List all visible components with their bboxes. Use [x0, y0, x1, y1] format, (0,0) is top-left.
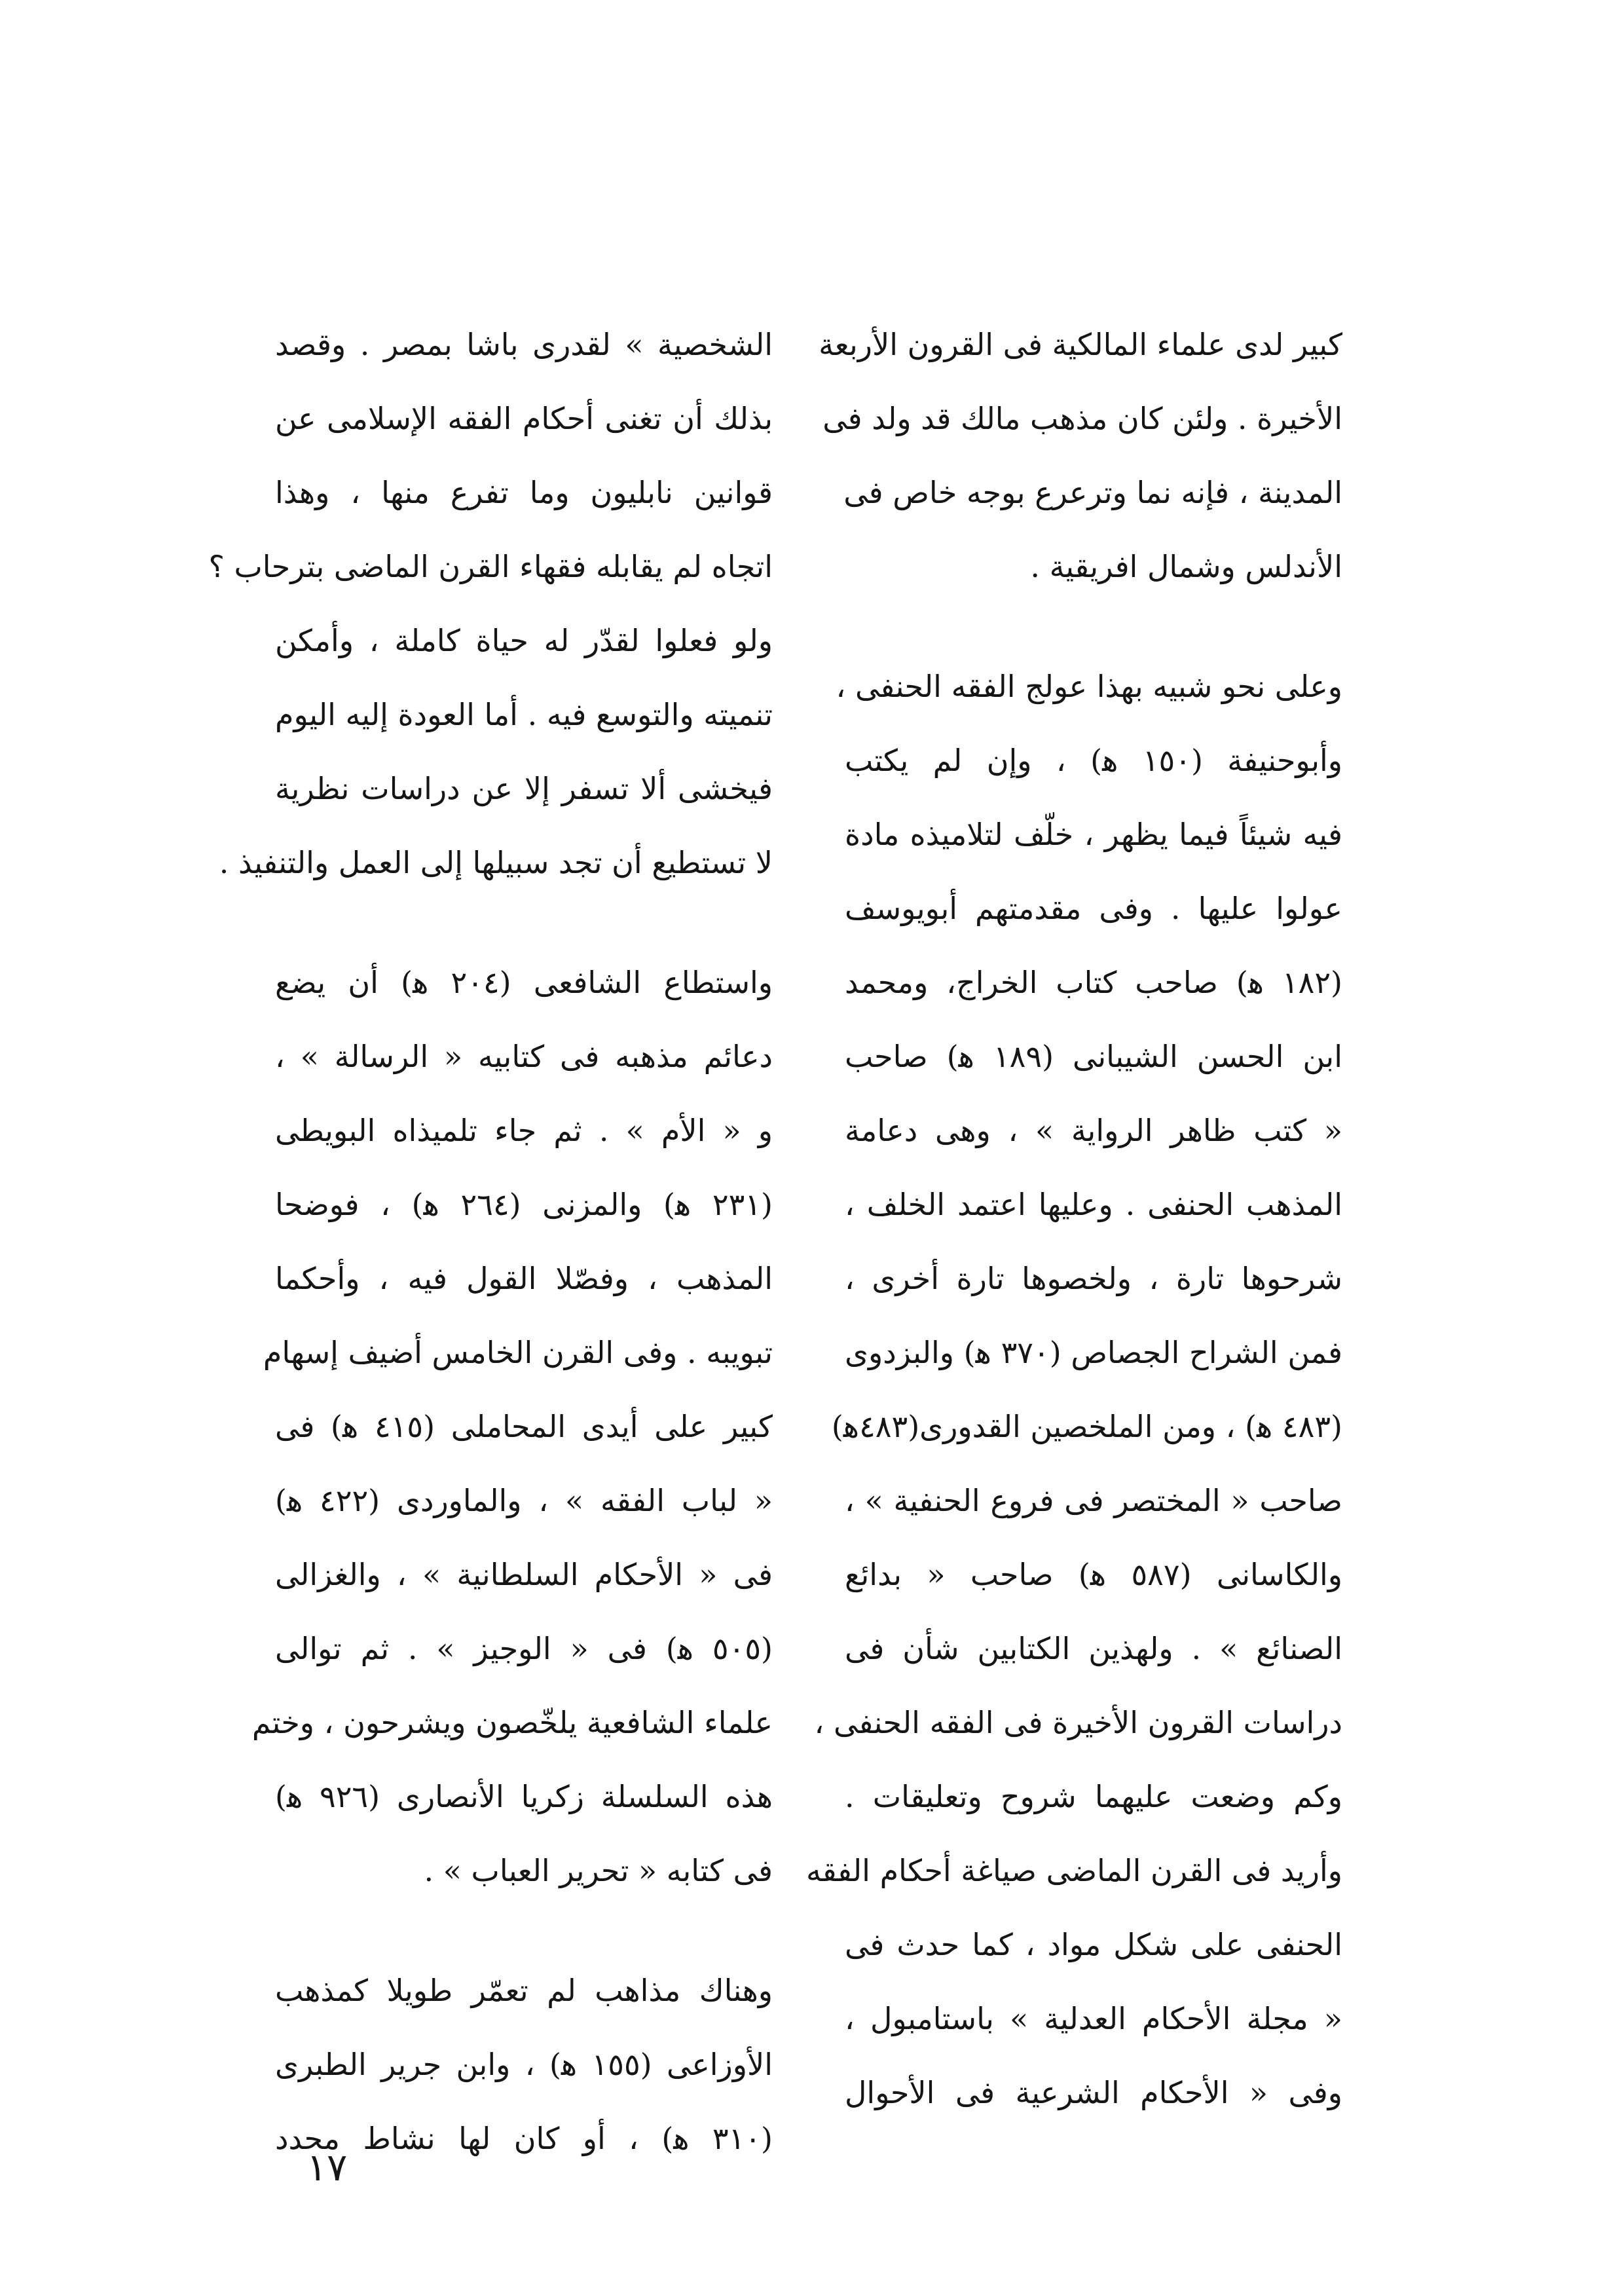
text-line: الحنفى على شكل مواد ، كما حدث فى [845, 1927, 1342, 1962]
text-line: (٢٣١ ﻫ) والمزنى (٢٦٤ ﻫ) ، فوضحا [275, 1187, 773, 1222]
text-line: الشخصية » لقدرى باشا بمصر . وقصد [275, 327, 773, 362]
text-line: الصنائع » . ولهذين الكتابين شأن فى [845, 1631, 1342, 1666]
left-column [208, 308, 773, 2176]
text-line: تبويبه . وفى القرن الخامس أضيف إسهام [263, 1335, 773, 1370]
text-line: « مجلة الأحكام العدلية » باستامبول ، [845, 2001, 1342, 2036]
text-line: الأخيرة . ولئن كان مذهب مالك قد ولد فى [822, 401, 1342, 436]
text-line: المدينة ، فإنه نما وترعرع بوجه خاص فى [843, 475, 1342, 510]
paragraph-hanafi [805, 650, 1343, 2130]
text-line: واستطاع الشافعى (٢٠٤ ﻫ) أن يضع [275, 965, 773, 1000]
text-line: فيخشى ألا تسفر إلا عن دراسات نظرية [275, 771, 773, 806]
paragraph-gap [845, 604, 1342, 650]
text-line: فمن الشراح الجصاص (٣٧٠ ﻫ) والبزدوى [845, 1335, 1342, 1370]
text-line: الأوزاعى (١٥٥ ﻫ) ، وابن جرير الطبرى [275, 2047, 773, 2082]
text-line: وأبوحنيفة (١٥٠ ﻫ) ، وإن لم يكتب [845, 743, 1342, 778]
text-line: لا تستطيع أن تجد سبيلها إلى العمل والتنفيذ . [219, 845, 773, 880]
text-line: عولوا عليها . وفى مقدمتهم أبويوسف [845, 891, 1342, 926]
right-column [805, 308, 1343, 2130]
text-line: الأندلس وشمال افريقية . [1030, 549, 1342, 584]
text-line: كبير لدى علماء المالكية فى القرون الأربعة [819, 327, 1342, 362]
text-line: وهناك مذاهب لم تعمّر طويلا كمذهب [275, 1973, 773, 2008]
paragraph-gap [275, 1908, 773, 1954]
text-line: ولو فعلوا لقدّر له حياة كاملة ، وأمكن [275, 623, 773, 658]
page-number: ١٧ [306, 2145, 348, 2190]
text-line: وكم وضعت عليهما شروح وتعليقات . [845, 1779, 1342, 1814]
text-line: (٥٠٥ ﻫ) فى « الوجيز » . ثم توالى [275, 1631, 773, 1666]
text-line: تنميته والتوسع فيه . أما العودة إليه اليوم [275, 697, 773, 732]
text-line: ابن الحسن الشيبانى (١٨٩ ﻫ) صاحب [845, 1039, 1342, 1074]
text-line: فيه شيئاً فيما يظهر ، خلّف لتلاميذه مادة [845, 817, 1342, 852]
text-line: قوانين نابليون وما تفرع منها ، وهذا [275, 475, 773, 510]
text-line: بذلك أن تغنى أحكام الفقه الإسلامى عن [275, 401, 773, 436]
text-line: علماء الشافعية يلخّصون ويشرحون ، وختم [251, 1705, 773, 1740]
text-line: هذه السلسلة زكريا الأنصارى (٩٢٦ ﻫ) [275, 1779, 773, 1814]
text-line: و « الأم » . ثم جاء تلميذاه البويطى [275, 1113, 773, 1148]
paragraph-gap [275, 900, 773, 946]
text-line: دعائم مذهبه فى كتابيه « الرسالة » ، [275, 1039, 773, 1074]
text-line: المذهب الحنفى . وعليها اعتمد الخلف ، [845, 1187, 1342, 1222]
text-line: (٣١٠ ﻫ) ، أو كان لها نشاط محدد [275, 2121, 773, 2156]
text-line: « لباب الفقه » ، والماوردى (٤٢٢ ﻫ) [275, 1483, 773, 1518]
text-line: والكاسانى (٥٨٧ ﻫ) صاحب « بدائع [845, 1557, 1343, 1592]
text-line: اتجاه لم يقابله فقهاء القرن الماضى بترحاب ؟ [208, 549, 773, 584]
text-line: « كتب ظاهر الرواية » ، وهى دعامة [845, 1113, 1342, 1148]
text-line: وفى « الأحكام الشرعية فى الأحوال [845, 2075, 1342, 2110]
text-line: فى « الأحكام السلطانية » ، والغزالى [275, 1557, 773, 1592]
paragraph-maliki-end [819, 308, 1342, 604]
paragraph-shafii [251, 946, 773, 1908]
text-line: (١٨٢ ﻫ) صاحب كتاب الخراج، ومحمد [845, 965, 1342, 1000]
text-line: وعلى نحو شبيه بهذا عولج الفقه الحنفى ، [836, 669, 1342, 704]
text-line: (٤٨٣ ﻫ) ، ومن الملخصين القدورى(٤٨٣ﻫ) [831, 1409, 1342, 1444]
paragraph-qadri-pasha [208, 308, 773, 900]
text-line: كبير على أيدى المحاملى (٤١٥ ﻫ) فى [275, 1409, 773, 1444]
text-line: صاحب « المختصر فى فروع الحنفية » ، [845, 1483, 1342, 1518]
text-line: فى كتابه « تحرير العباب » . [424, 1853, 773, 1888]
text-line: وأريد فى القرن الماضى صياغة أحكام الفقه [805, 1853, 1342, 1888]
text-line: دراسات القرون الأخيرة فى الفقه الحنفى ، [814, 1705, 1342, 1740]
paragraph-other-schools [275, 1954, 773, 2176]
text-line: شرحوها تارة ، ولخصوها تارة أخرى ، [845, 1261, 1342, 1296]
text-line: المذهب ، وفصّلا القول فيه ، وأحكما [275, 1261, 773, 1296]
